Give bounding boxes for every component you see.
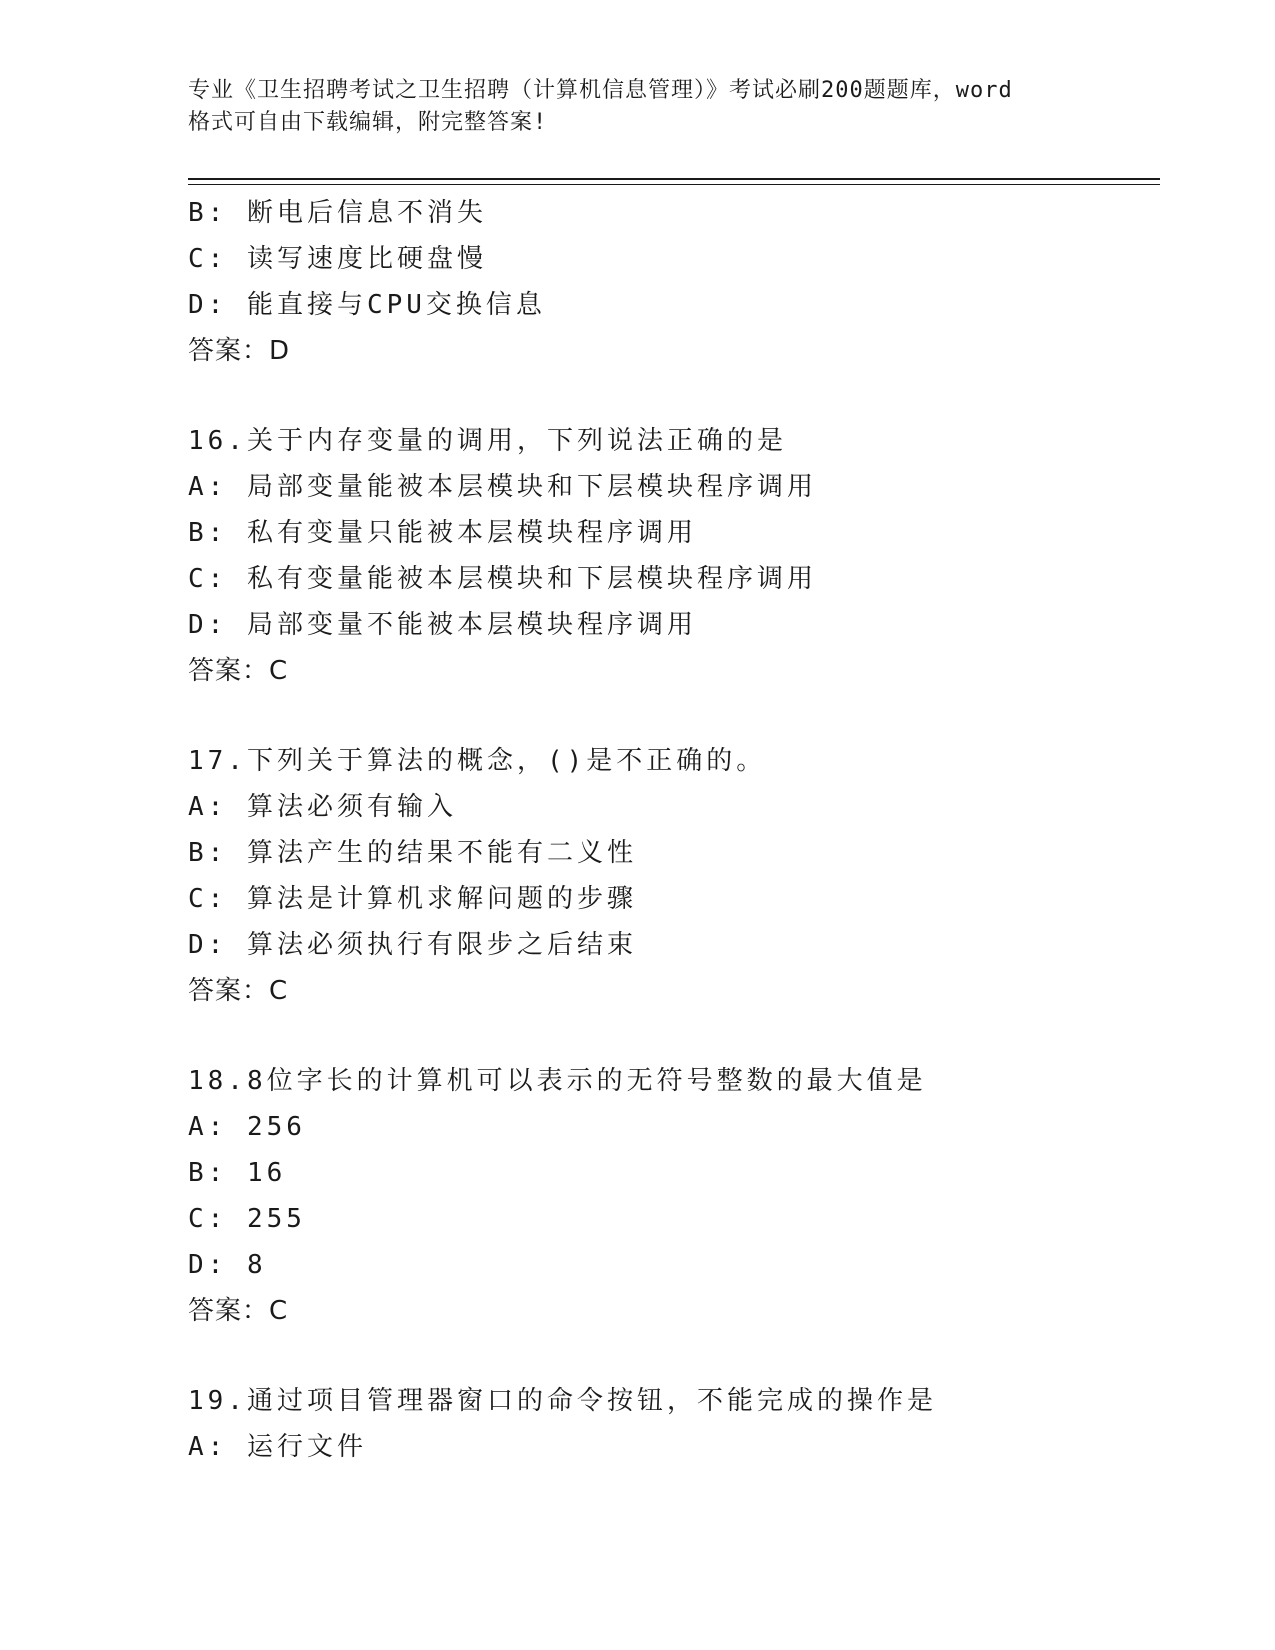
question-16 bbox=[188, 418, 1160, 694]
question-title: 17.下列关于算法的概念，()是不正确的。 bbox=[188, 746, 767, 776]
question-19 bbox=[188, 1378, 1160, 1470]
header-line-1: 专业《卫生招聘考试之卫生招聘（计算机信息管理）》考试必刷200题题库，word bbox=[188, 78, 1013, 103]
question-list bbox=[188, 190, 1160, 1470]
answer: 答案：C bbox=[188, 656, 289, 686]
option-d: D: 能直接与CPU交换信息 bbox=[188, 290, 546, 320]
question-15-continued bbox=[188, 190, 1160, 374]
option-a: A: 局部变量能被本层模块和下层模块程序调用 bbox=[188, 472, 817, 502]
question-17 bbox=[188, 738, 1160, 1014]
header-line-2: 格式可自由下载编辑，附完整答案! bbox=[188, 110, 548, 135]
option-b: B: 私有变量只能被本层模块程序调用 bbox=[188, 518, 697, 548]
page-header bbox=[188, 75, 1088, 139]
option-c: C: 255 bbox=[188, 1204, 306, 1234]
option-a: A: 256 bbox=[188, 1112, 306, 1142]
option-a: A: 运行文件 bbox=[188, 1432, 367, 1462]
option-c: C: 算法是计算机求解问题的步骤 bbox=[188, 884, 637, 914]
question-title: 18.8位字长的计算机可以表示的无符号整数的最大值是 bbox=[188, 1066, 927, 1096]
option-d: D: 8 bbox=[188, 1250, 267, 1280]
question-title: 19.通过项目管理器窗口的命令按钮，不能完成的操作是 bbox=[188, 1386, 937, 1416]
option-d: D: 算法必须执行有限步之后结束 bbox=[188, 930, 637, 960]
header-divider-thin bbox=[188, 184, 1160, 185]
question-18 bbox=[188, 1058, 1160, 1334]
option-c: C: 读写速度比硬盘慢 bbox=[188, 244, 487, 274]
answer: 答案：D bbox=[188, 336, 291, 366]
option-c: C: 私有变量能被本层模块和下层模块程序调用 bbox=[188, 564, 817, 594]
header-divider-thick bbox=[188, 178, 1160, 180]
option-d: D: 局部变量不能被本层模块程序调用 bbox=[188, 610, 697, 640]
answer: 答案：C bbox=[188, 1296, 289, 1326]
option-a: A: 算法必须有输入 bbox=[188, 792, 457, 822]
option-b: B: 16 bbox=[188, 1158, 287, 1188]
option-b: B: 算法产生的结果不能有二义性 bbox=[188, 838, 637, 868]
question-title: 16.关于内存变量的调用，下列说法正确的是 bbox=[188, 426, 787, 456]
answer: 答案：C bbox=[188, 976, 289, 1006]
option-b: B: 断电后信息不消失 bbox=[188, 198, 487, 228]
